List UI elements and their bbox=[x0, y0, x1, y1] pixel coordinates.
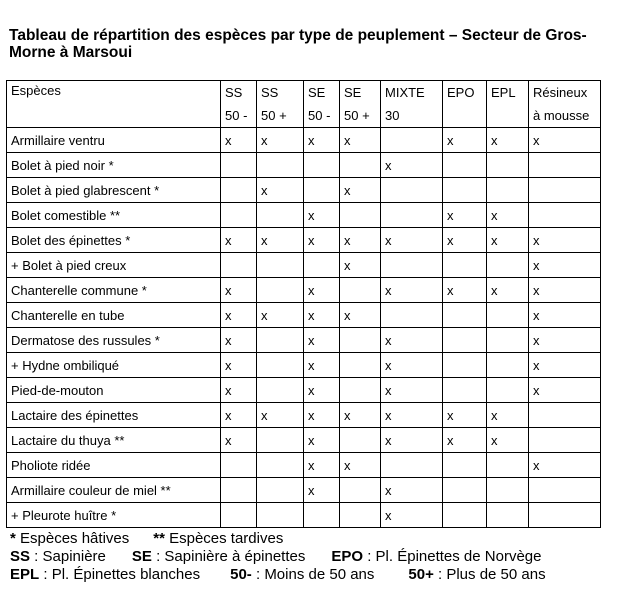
presence-cell: x bbox=[221, 278, 257, 303]
presence-cell: x bbox=[529, 253, 601, 278]
column-header-line2: 30 bbox=[381, 104, 443, 128]
presence-cell: x bbox=[257, 228, 304, 253]
presence-cell bbox=[381, 128, 443, 153]
presence-cell bbox=[487, 453, 529, 478]
presence-cell: x bbox=[221, 428, 257, 453]
presence-cell: x bbox=[381, 503, 443, 528]
presence-cell bbox=[304, 503, 340, 528]
presence-cell: x bbox=[304, 203, 340, 228]
table-row bbox=[7, 353, 601, 378]
presence-cell bbox=[221, 178, 257, 203]
species-name: Chanterelle commune * bbox=[7, 278, 221, 303]
presence-cell: x bbox=[381, 278, 443, 303]
species-name: Bolet à pied glabrescent * bbox=[7, 178, 221, 203]
presence-cell: x bbox=[381, 153, 443, 178]
presence-cell: x bbox=[257, 178, 304, 203]
presence-cell bbox=[443, 353, 487, 378]
presence-cell bbox=[487, 353, 529, 378]
species-name: Armillaire couleur de miel ** bbox=[7, 478, 221, 503]
presence-cell: x bbox=[529, 128, 601, 153]
species-name: Chanterelle en tube bbox=[7, 303, 221, 328]
presence-cell bbox=[257, 428, 304, 453]
presence-cell bbox=[381, 203, 443, 228]
presence-cell bbox=[529, 178, 601, 203]
table-row bbox=[7, 503, 601, 528]
presence-cell bbox=[304, 178, 340, 203]
species-name: Bolet à pied noir * bbox=[7, 153, 221, 178]
presence-cell bbox=[443, 328, 487, 353]
presence-cell bbox=[443, 378, 487, 403]
presence-cell: x bbox=[381, 403, 443, 428]
column-header-line1: SE bbox=[340, 81, 381, 105]
table-row bbox=[7, 278, 601, 303]
presence-cell: x bbox=[443, 403, 487, 428]
presence-cell: x bbox=[529, 303, 601, 328]
presence-cell bbox=[529, 203, 601, 228]
presence-cell bbox=[221, 453, 257, 478]
table-row bbox=[7, 478, 601, 503]
column-header-line1: SE bbox=[304, 81, 340, 105]
page-title: Tableau de répartition des espèces par type de peuplement – Secteur de Gros-Morne à Marsoui bbox=[9, 27, 587, 61]
column-header-line2: 50 + bbox=[257, 104, 304, 128]
presence-cell: x bbox=[381, 378, 443, 403]
species-column-header: Espèces bbox=[7, 81, 221, 128]
presence-cell bbox=[340, 503, 381, 528]
presence-cell bbox=[443, 478, 487, 503]
presence-cell bbox=[257, 478, 304, 503]
presence-cell: x bbox=[340, 303, 381, 328]
legend-line-1 bbox=[10, 530, 283, 548]
presence-cell: x bbox=[340, 228, 381, 253]
presence-cell bbox=[340, 353, 381, 378]
column-header-line1: Résineux bbox=[529, 81, 601, 105]
presence-cell: x bbox=[443, 228, 487, 253]
presence-cell bbox=[443, 303, 487, 328]
presence-cell bbox=[221, 503, 257, 528]
table-row bbox=[7, 253, 601, 278]
presence-cell: x bbox=[529, 453, 601, 478]
presence-cell: x bbox=[221, 228, 257, 253]
legend-item: EPO : Pl. Épinettes de Norvège bbox=[331, 548, 542, 565]
presence-cell bbox=[487, 478, 529, 503]
presence-cell bbox=[529, 428, 601, 453]
presence-cell bbox=[487, 378, 529, 403]
species-name: Pholiote ridée bbox=[7, 453, 221, 478]
presence-cell bbox=[529, 478, 601, 503]
species-name: + Bolet à pied creux bbox=[7, 253, 221, 278]
presence-cell: x bbox=[221, 328, 257, 353]
presence-cell bbox=[487, 328, 529, 353]
presence-cell: x bbox=[529, 378, 601, 403]
legend-item: SE : Sapinière à épinettes bbox=[131, 548, 306, 565]
presence-cell bbox=[487, 503, 529, 528]
presence-cell: x bbox=[381, 328, 443, 353]
presence-cell bbox=[529, 153, 601, 178]
presence-cell bbox=[340, 478, 381, 503]
presence-cell bbox=[529, 403, 601, 428]
column-header-line1: SS bbox=[257, 81, 304, 105]
presence-cell: x bbox=[381, 353, 443, 378]
presence-cell bbox=[257, 453, 304, 478]
presence-cell: x bbox=[340, 403, 381, 428]
header-row-1 bbox=[7, 81, 601, 105]
legend-item: SS : Sapinière bbox=[10, 548, 106, 565]
table-row bbox=[7, 228, 601, 253]
presence-cell: x bbox=[443, 278, 487, 303]
presence-cell bbox=[257, 353, 304, 378]
presence-cell bbox=[340, 428, 381, 453]
species-name: Lactaire du thuya ** bbox=[7, 428, 221, 453]
presence-cell bbox=[340, 378, 381, 403]
table-row bbox=[7, 428, 601, 453]
table-row bbox=[7, 203, 601, 228]
presence-cell: x bbox=[304, 303, 340, 328]
presence-cell: x bbox=[487, 428, 529, 453]
presence-cell bbox=[221, 253, 257, 278]
presence-cell bbox=[443, 453, 487, 478]
presence-cell: x bbox=[443, 128, 487, 153]
species-name: Bolet comestible ** bbox=[7, 203, 221, 228]
presence-cell: x bbox=[443, 428, 487, 453]
presence-cell bbox=[257, 278, 304, 303]
legend-item: EPL : Pl. Épinettes blanches bbox=[10, 566, 201, 583]
column-header-line2: 50 + bbox=[340, 104, 381, 128]
species-name: Bolet des épinettes * bbox=[7, 228, 221, 253]
table-row bbox=[7, 328, 601, 353]
presence-cell: x bbox=[304, 478, 340, 503]
presence-cell: x bbox=[487, 203, 529, 228]
presence-cell: x bbox=[381, 228, 443, 253]
presence-cell: x bbox=[381, 428, 443, 453]
presence-cell: x bbox=[304, 228, 340, 253]
presence-cell: x bbox=[221, 378, 257, 403]
presence-cell: x bbox=[340, 453, 381, 478]
presence-cell: x bbox=[304, 278, 340, 303]
presence-cell: x bbox=[304, 378, 340, 403]
presence-cell bbox=[443, 178, 487, 203]
presence-cell bbox=[443, 503, 487, 528]
table-row bbox=[7, 378, 601, 403]
presence-cell: x bbox=[221, 353, 257, 378]
table-body bbox=[7, 128, 601, 528]
species-name: Dermatose des russules * bbox=[7, 328, 221, 353]
table-row bbox=[7, 453, 601, 478]
legend-item: * Espèces hâtives bbox=[10, 530, 130, 547]
presence-cell: x bbox=[529, 278, 601, 303]
presence-cell: x bbox=[487, 403, 529, 428]
legend-item: 50- : Moins de 50 ans bbox=[230, 566, 375, 583]
presence-cell: x bbox=[340, 253, 381, 278]
legend-line-2 bbox=[10, 548, 541, 566]
column-header-line2 bbox=[443, 104, 487, 128]
presence-cell bbox=[487, 253, 529, 278]
presence-cell: x bbox=[487, 228, 529, 253]
species-name: + Pleurote huître * bbox=[7, 503, 221, 528]
presence-cell bbox=[304, 253, 340, 278]
presence-cell bbox=[340, 278, 381, 303]
column-header-line2: 50 - bbox=[221, 104, 257, 128]
presence-cell: x bbox=[487, 128, 529, 153]
species-name: + Hydne ombiliqué bbox=[7, 353, 221, 378]
table-row bbox=[7, 403, 601, 428]
column-header-line1: SS bbox=[221, 81, 257, 105]
column-header-line1: EPO bbox=[443, 81, 487, 105]
species-name: Armillaire ventru bbox=[7, 128, 221, 153]
column-header-line2: 50 - bbox=[304, 104, 340, 128]
table-row bbox=[7, 153, 601, 178]
presence-cell: x bbox=[304, 128, 340, 153]
presence-cell bbox=[340, 153, 381, 178]
presence-cell: x bbox=[221, 403, 257, 428]
presence-cell: x bbox=[304, 428, 340, 453]
presence-cell bbox=[381, 453, 443, 478]
table-row bbox=[7, 128, 601, 153]
presence-cell: x bbox=[381, 478, 443, 503]
presence-cell bbox=[257, 153, 304, 178]
presence-cell bbox=[381, 178, 443, 203]
legend-item: ** Espèces tardives bbox=[153, 530, 284, 547]
presence-cell: x bbox=[257, 128, 304, 153]
presence-cell bbox=[443, 153, 487, 178]
presence-cell: x bbox=[257, 403, 304, 428]
presence-cell: x bbox=[221, 303, 257, 328]
presence-cell bbox=[221, 203, 257, 228]
presence-cell: x bbox=[304, 403, 340, 428]
presence-cell: x bbox=[443, 203, 487, 228]
column-header-line1: EPL bbox=[487, 81, 529, 105]
presence-cell bbox=[381, 253, 443, 278]
presence-cell: x bbox=[340, 178, 381, 203]
presence-cell: x bbox=[487, 278, 529, 303]
column-header-line2: à mousse bbox=[529, 104, 601, 128]
presence-cell bbox=[257, 253, 304, 278]
presence-cell bbox=[257, 503, 304, 528]
table-row bbox=[7, 303, 601, 328]
species-distribution-table bbox=[6, 80, 601, 528]
presence-cell bbox=[487, 153, 529, 178]
presence-cell bbox=[257, 328, 304, 353]
presence-cell bbox=[221, 153, 257, 178]
presence-cell bbox=[381, 303, 443, 328]
presence-cell: x bbox=[304, 353, 340, 378]
presence-cell bbox=[221, 478, 257, 503]
presence-cell bbox=[529, 503, 601, 528]
legend-item: 50+ : Plus de 50 ans bbox=[408, 566, 546, 583]
presence-cell bbox=[304, 153, 340, 178]
presence-cell: x bbox=[340, 128, 381, 153]
presence-cell: x bbox=[529, 353, 601, 378]
legend-line-3 bbox=[10, 566, 546, 584]
table-row bbox=[7, 178, 601, 203]
presence-cell bbox=[487, 303, 529, 328]
presence-cell bbox=[340, 203, 381, 228]
presence-cell: x bbox=[529, 228, 601, 253]
presence-cell: x bbox=[221, 128, 257, 153]
presence-cell: x bbox=[304, 453, 340, 478]
presence-cell bbox=[340, 328, 381, 353]
presence-cell bbox=[257, 203, 304, 228]
column-header-line2 bbox=[487, 104, 529, 128]
column-header-line1: MIXTE bbox=[381, 81, 443, 105]
species-name: Lactaire des épinettes bbox=[7, 403, 221, 428]
presence-cell: x bbox=[529, 328, 601, 353]
presence-cell bbox=[487, 178, 529, 203]
presence-cell: x bbox=[304, 328, 340, 353]
species-name: Pied-de-mouton bbox=[7, 378, 221, 403]
presence-cell bbox=[443, 253, 487, 278]
presence-cell bbox=[257, 378, 304, 403]
presence-cell: x bbox=[257, 303, 304, 328]
